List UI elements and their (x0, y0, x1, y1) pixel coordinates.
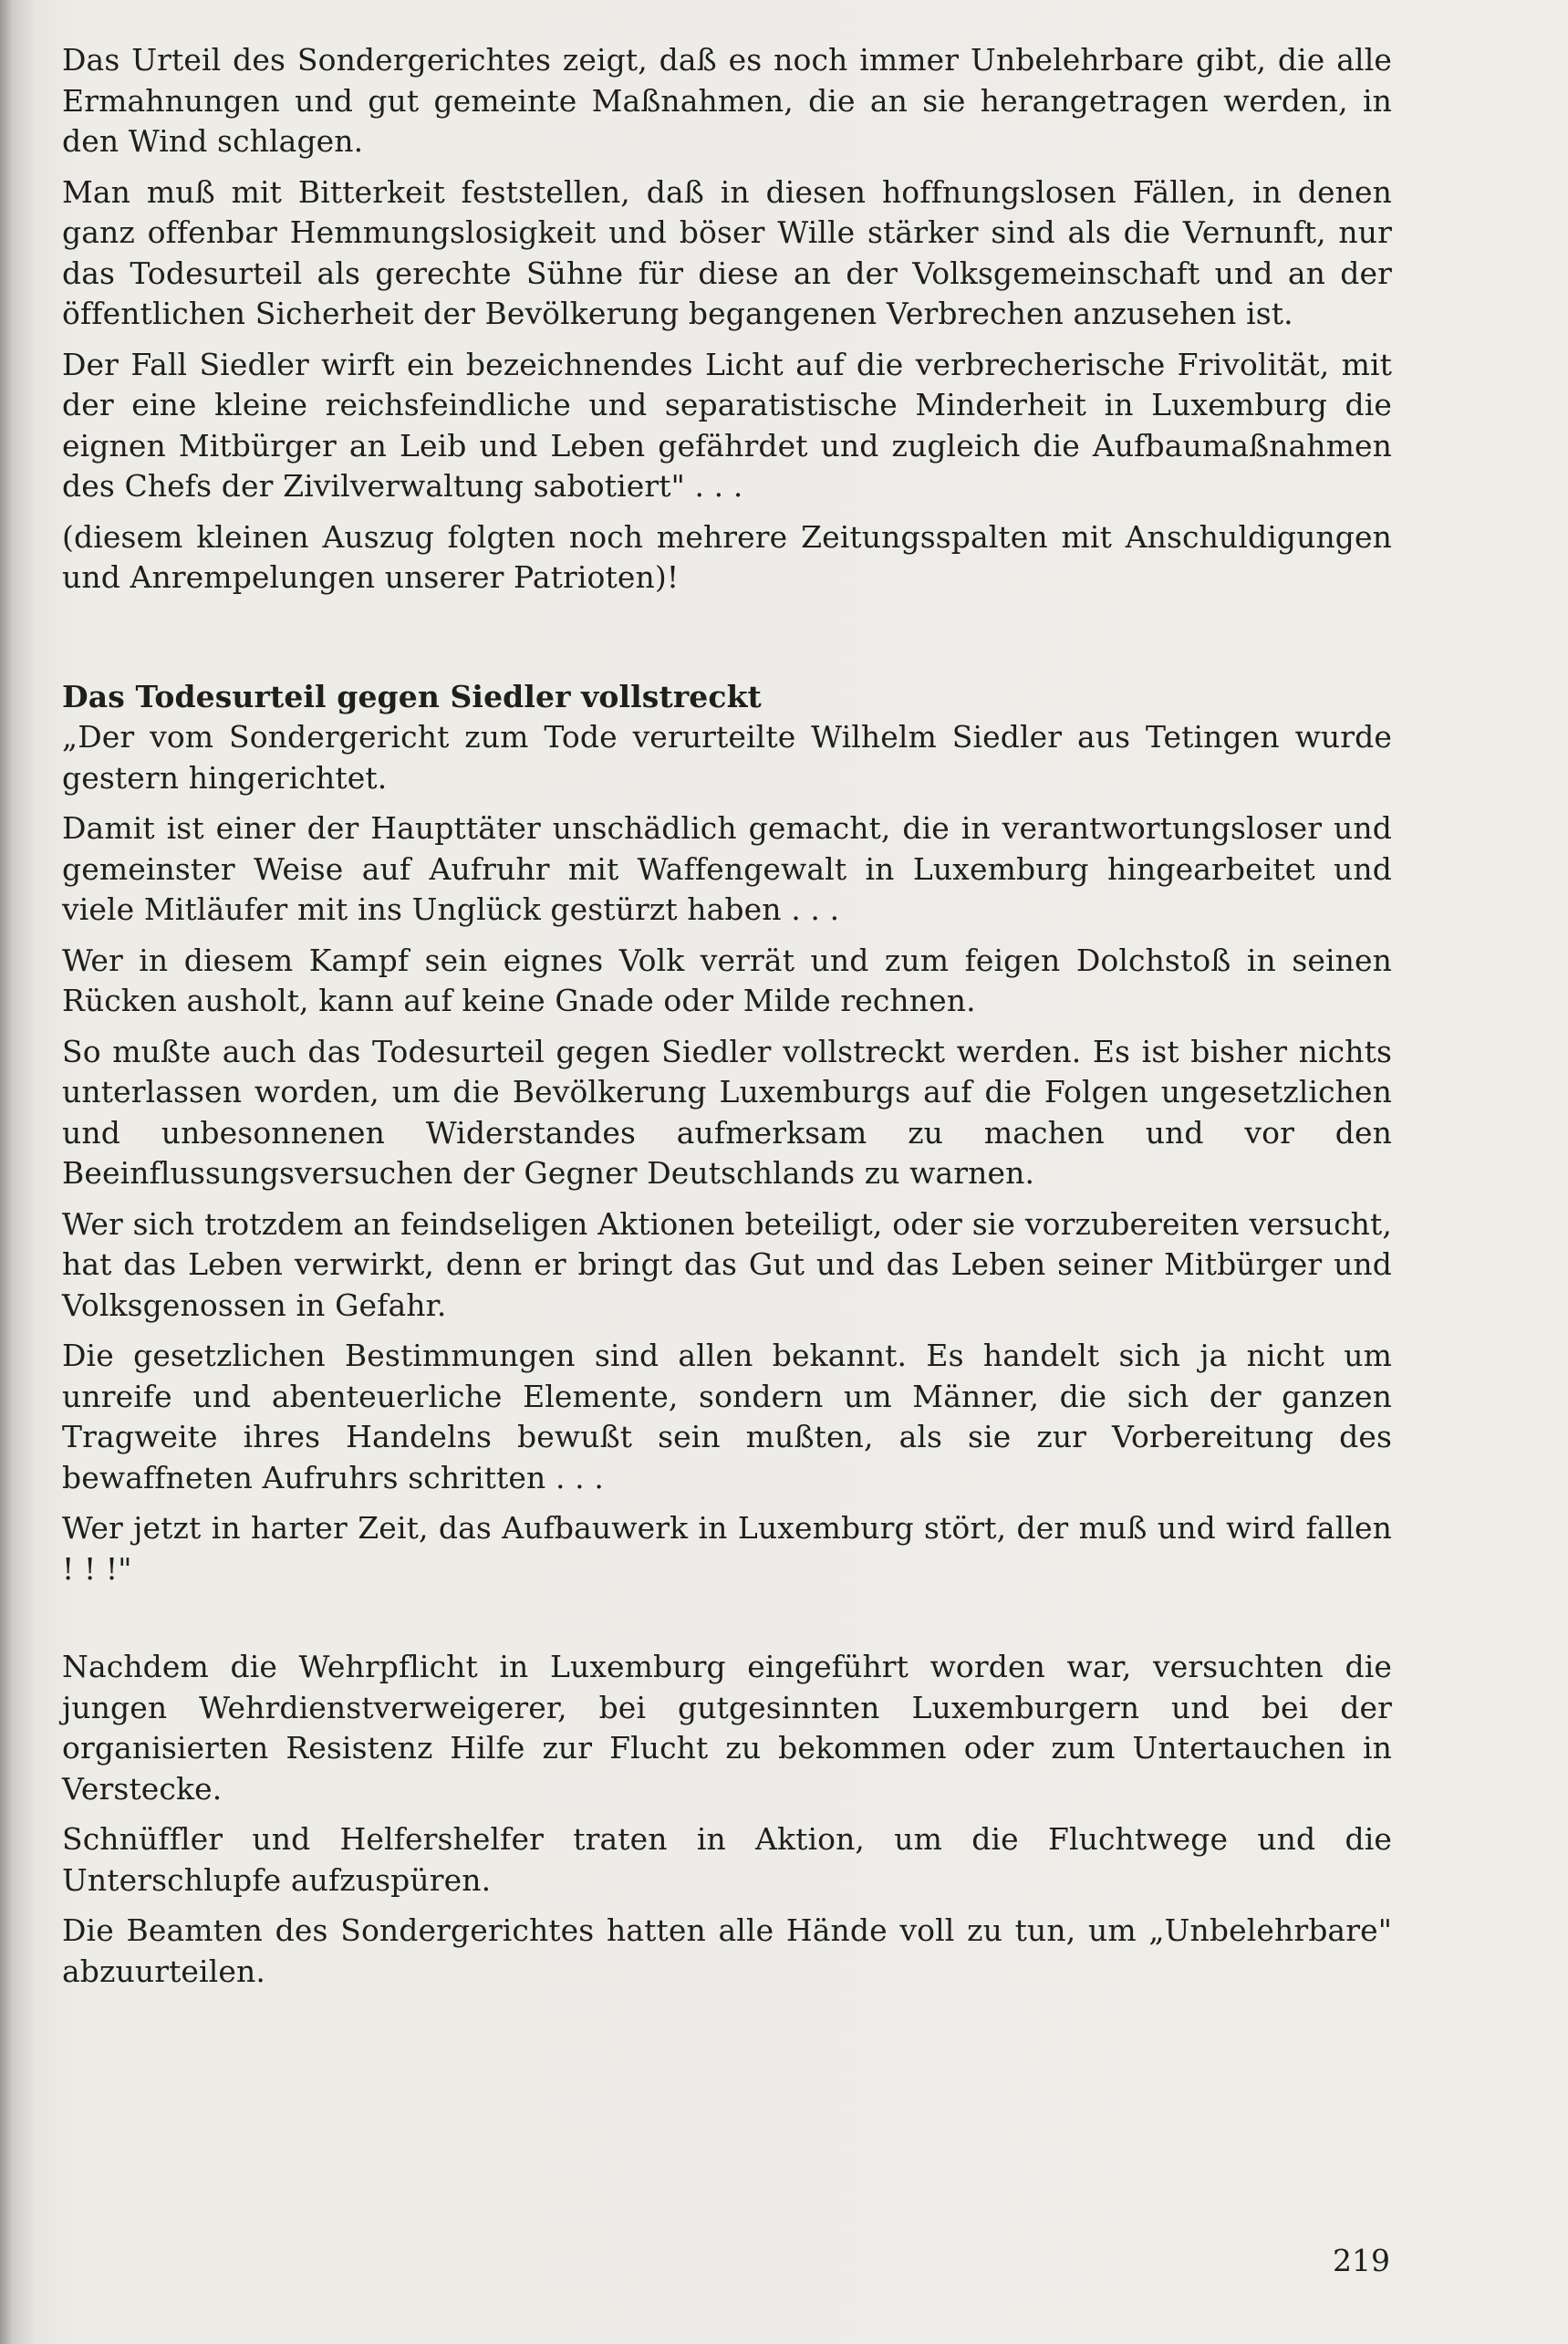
paragraph-special-court: Die Beamten des Sondergerichtes hatten alle Hände voll zu tun, um „Unbelehrbare" abzuurteilen. (62, 1912, 1392, 1989)
paragraph-verdict-intro: Das Urteil des Sondergerichtes zeigt, daß es noch immer Unbelehrbare gibt, die alle Ermahnungen und gut gemeinte Maßnahmen, die an sie herangetragen werden, in den Wind schlagen. (62, 42, 1392, 159)
section-spacer (62, 609, 1392, 677)
section-spacer (62, 1599, 1392, 1647)
paragraph-betrayal: Wer in diesem Kampf sein eignes Volk verrät und zum feigen Dolchstoß in seinen Rücken ausholt, kann auf keine Gnade oder Milde rechnen. (62, 942, 1392, 1018)
paragraph-warning: Wer jetzt in harter Zeit, das Aufbauwerk in Luxemburg stört, der muß und wird fallen ! ! !" (62, 1510, 1392, 1587)
paragraph-main-culprit: Damit ist einer der Haupttäter unschädlich gemacht, die in verantwortungsloser und gemeinster Weise auf Aufruhr mit Waffengewalt in Luxemburg hingearbeitet und viele Mitläufer mit ins Unglück gestürzt haben . . . (62, 810, 1392, 927)
paragraph-hostile-actions: Wer sich trotzdem an feindseligen Aktionen beteiligt, oder sie vorzubereiten versucht, hat das Leben verwirkt, denn er bringt das Gut und das Leben seiner Mitbürger und Volksgenossen in Gefahr. (62, 1205, 1392, 1323)
paragraph-siedler-case: Der Fall Siedler wirft ein bezeichnendes Licht auf die verbrecherische Frivolität, mit der eine kleine reichsfeindliche und separatistische Minderheit in Luxemburg die eignen Mitbürger an Leib und Leben gefährdet und zugleich die Aufbaumaßnahmen des Chefs der Zivilverwaltung sabotiert" . . . (62, 346, 1392, 504)
paragraph-bitterness: Man muß mit Bitterkeit feststellen, daß in diesen hoffnungslosen Fällen, in denen ganz offenbar Hemmungslosigkeit und böser Wille stärker sind als die Vernunft, nur das Todesurteil als gerechte Sühne für diese an der Volksgemeinschaft und an der öffentlichen Sicherheit der Bevölkerung begangenen Verbrechen anzusehen ist. (62, 173, 1392, 331)
paragraph-execution: „Der vom Sondergericht zum Tode verurteilte Wilhelm Siedler aus Tetingen wurde gestern hingerichtet. (62, 719, 1392, 796)
paragraph-conscription: Nachdem die Wehrpflicht in Luxemburg eingeführt worden war, versuchten die jungen Wehrdienstverweigerer, bei gutgesinnten Luxemburgern und bei der organisierten Resistenz Hilfe zur Flucht zu bekommen oder zum Untertauchen in Verstecke. (62, 1649, 1392, 1807)
page-number: 219 (1333, 2243, 1390, 2278)
paragraph-editorial-note: (diesem kleinen Auszug folgten noch mehrere Zeitungsspalten mit Anschuldigungen und Anrempelungen unserer Patrioten)! (62, 518, 1392, 595)
paragraph-informers: Schnüffler und Helfershelfer traten in Aktion, um die Fluchtwege und die Unterschlupfe aufzuspüren. (62, 1821, 1392, 1898)
page-text (62, 40, 1392, 2002)
section-heading: Das Todesurteil gegen Siedler vollstreckt (62, 678, 762, 714)
paragraph-sentence-carried-out: So mußte auch das Todesurteil gegen Siedler vollstreckt werden. Es ist bisher nichts unterlassen worden, um die Bevölkerung Luxemburgs auf die Folgen ungesetzlichen und unbesonnenen Widerstandes aufmerksam zu machen und vor den Beeinflussungsversuchen der Gegner Deutschlands zu warnen. (62, 1033, 1392, 1191)
paragraph-legal-provisions: Die gesetzlichen Bestimmungen sind allen bekannt. Es handelt sich ja nicht um unreife und abenteuerliche Elemente, sondern um Männer, die sich der ganzen Tragweite ihres Handelns bewußt sein mußten, als sie zur Vorbereitung des bewaffneten Aufruhrs schritten . . . (62, 1338, 1392, 1495)
